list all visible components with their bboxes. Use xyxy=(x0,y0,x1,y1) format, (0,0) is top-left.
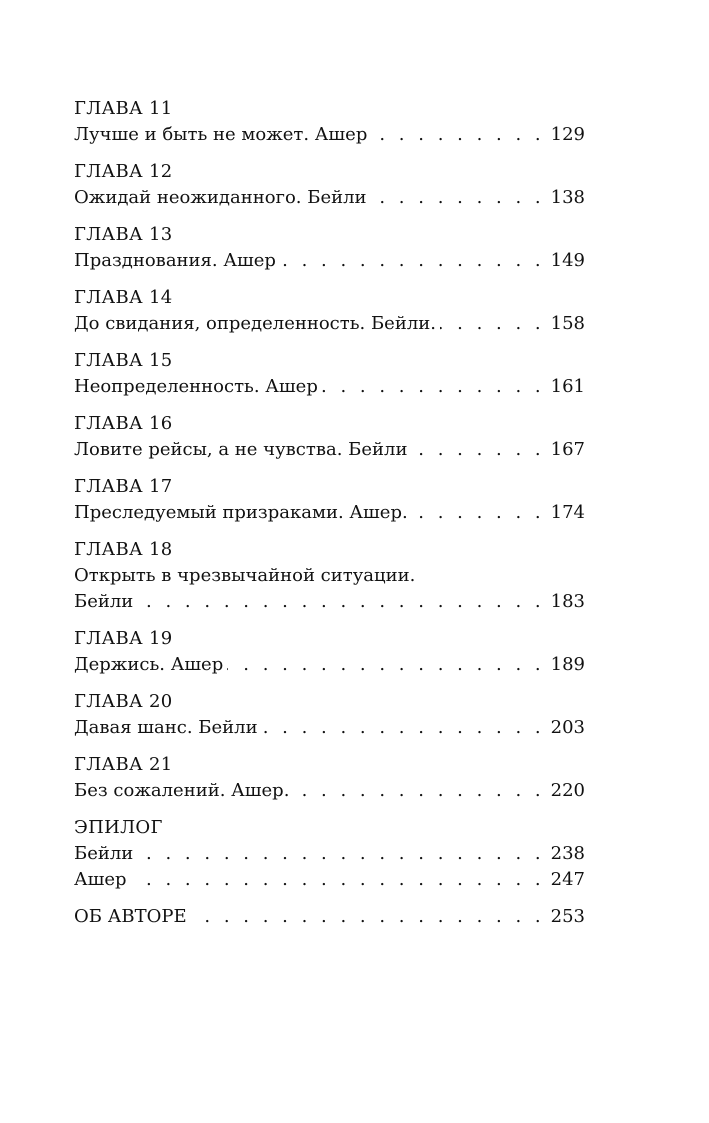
chapter-heading: ГЛАВА 16 xyxy=(74,413,173,434)
page-number: 183 xyxy=(550,591,585,612)
page-number: 238 xyxy=(550,843,585,864)
toc-line xyxy=(74,563,585,589)
chapter-heading: ГЛАВА 12 xyxy=(74,161,173,182)
dot-leader xyxy=(371,185,545,211)
page-number: 220 xyxy=(550,780,585,801)
toc-line xyxy=(74,904,585,930)
page-number: 167 xyxy=(550,439,585,460)
page-number: 203 xyxy=(550,717,585,738)
chapter-title: Держись. Ашер xyxy=(74,654,224,675)
toc-entry xyxy=(74,904,585,930)
toc-entry xyxy=(74,348,585,400)
chapter-title: Бейли xyxy=(74,591,134,612)
toc-line xyxy=(74,437,585,463)
dot-leader xyxy=(293,778,544,804)
chapter-title: Давая шанс. Бейли xyxy=(74,717,258,738)
chapter-heading: ГЛАВА 15 xyxy=(74,350,173,371)
chapter-heading: ГЛАВА 21 xyxy=(74,754,173,775)
toc-line xyxy=(74,867,585,893)
toc-entry xyxy=(74,474,585,526)
dot-leader xyxy=(131,867,545,893)
page-number: 138 xyxy=(550,187,585,208)
chapter-heading: ГЛАВА 17 xyxy=(74,476,173,497)
chapter-title: Преследуемый призраками. Ашер. xyxy=(74,502,408,523)
page-number: 149 xyxy=(550,250,585,271)
toc-entry xyxy=(74,96,585,148)
dot-leader xyxy=(227,652,544,678)
dot-leader xyxy=(137,589,544,615)
dot-leader xyxy=(322,374,545,400)
toc-entry xyxy=(74,626,585,678)
chapter-heading: ГЛАВА 19 xyxy=(74,628,173,649)
toc-entry xyxy=(74,537,585,615)
dot-leader xyxy=(440,311,545,337)
chapter-title: Ожидай неожиданного. Бейли xyxy=(74,187,367,208)
toc-entry xyxy=(74,815,585,893)
toc-line xyxy=(74,185,585,211)
toc-entry xyxy=(74,411,585,463)
chapter-heading: ГЛАВА 14 xyxy=(74,287,173,308)
page-number: 253 xyxy=(550,906,585,927)
toc-entry xyxy=(74,159,585,211)
dot-leader xyxy=(137,841,544,867)
toc-line xyxy=(74,715,585,741)
chapter-heading: ГЛАВА 18 xyxy=(74,539,173,560)
dot-leader xyxy=(262,715,545,741)
toc-line xyxy=(74,122,585,148)
page-number: 247 xyxy=(550,869,585,890)
toc-line xyxy=(74,589,585,615)
chapter-title: Бейли xyxy=(74,843,134,864)
toc-line xyxy=(74,374,585,400)
chapter-heading: ГЛАВА 20 xyxy=(74,691,173,712)
page-number: 189 xyxy=(550,654,585,675)
chapter-title: Лучше и быть не может. Ашер xyxy=(74,124,368,145)
chapter-heading: ГЛАВА 13 xyxy=(74,224,173,245)
chapter-title: Празднования. Ашер xyxy=(74,250,276,271)
page-number: 174 xyxy=(550,502,585,523)
toc-line xyxy=(74,652,585,678)
chapter-title: Без сожалений. Ашер. xyxy=(74,780,290,801)
table-of-contents xyxy=(74,96,585,941)
toc-entry xyxy=(74,689,585,741)
chapter-heading: ЭПИЛОГ xyxy=(74,817,163,838)
chapter-title: До свидания, определенность. Бейли. xyxy=(74,313,436,334)
chapter-title: Неопределенность. Ашер xyxy=(74,376,318,397)
toc-entry xyxy=(74,752,585,804)
toc-line xyxy=(74,500,585,526)
toc-entry xyxy=(74,222,585,274)
chapter-title: ОБ АВТОРЕ xyxy=(74,906,187,927)
chapter-title: Ашер xyxy=(74,869,127,890)
dot-leader xyxy=(280,248,545,274)
chapter-heading: ГЛАВА 11 xyxy=(74,98,173,119)
dot-leader xyxy=(411,437,544,463)
dot-leader xyxy=(412,500,545,526)
chapter-title: Ловите рейсы, а не чувства. Бейли xyxy=(74,439,408,460)
toc-line xyxy=(74,841,585,867)
toc-line xyxy=(74,248,585,274)
chapter-title: Открыть в чрезвычайной ситуации. xyxy=(74,565,416,586)
page-number: 158 xyxy=(550,313,585,334)
toc-line xyxy=(74,778,585,804)
dot-leader xyxy=(191,904,545,930)
page-number: 129 xyxy=(550,124,585,145)
dot-leader xyxy=(371,122,544,148)
toc-entry xyxy=(74,285,585,337)
toc-line xyxy=(74,311,585,337)
page-number: 161 xyxy=(550,376,585,397)
